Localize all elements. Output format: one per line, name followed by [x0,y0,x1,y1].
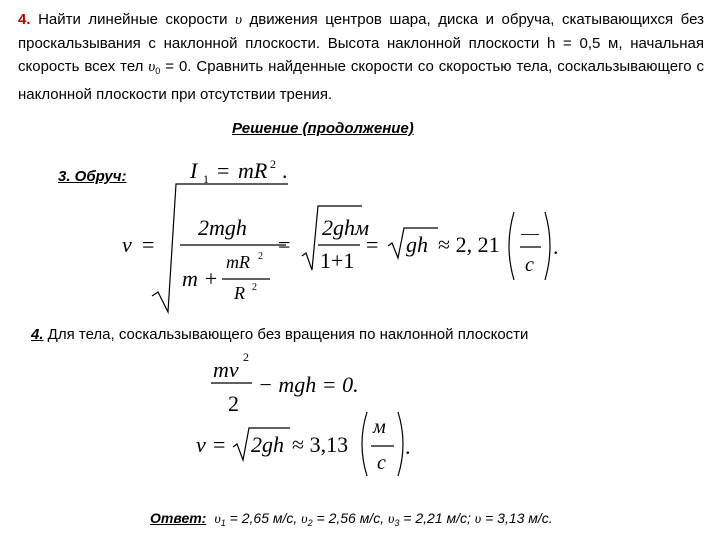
energy-denominator: 2 [228,391,239,416]
answer-v4-symbol: υ [474,512,482,527]
hoop-inner-mR: mR [226,252,250,272]
step4-text: Для тела, соскальзывающего без вращения по наклонной плоскости [43,326,529,343]
hoop-unit-right-paren [545,212,550,280]
slide-unit-left-paren [362,412,367,476]
hoop-second-radical [302,206,362,270]
hoop-gh: gh [406,232,428,257]
hoop-inner-R: R [234,283,245,303]
problem-number: 4. [18,11,31,28]
problem-text-3: = 0. Сравнить найденные скорости со скоростью тела, соскальзывающего с наклонной плоскости при отсутствии трения. [18,58,704,103]
hoop-third-radical [388,228,438,258]
step3-label: 3. Обруч: [58,168,127,185]
initial-velocity-symbol: υ [148,59,156,75]
answer-v3-sub: 3 [394,518,400,528]
inertia-equals: = [217,158,230,183]
inertia-subscript: 1 [203,172,209,186]
problem-text-1: Найти линейные скорости [38,11,236,28]
answer-v1-symbol: υ [214,512,221,527]
slide-radical [233,428,290,460]
initial-velocity-subscript: 0 [155,66,161,76]
slide-unit-denominator: c [377,452,386,474]
answer-v2-sub: 2 [307,518,313,528]
answer-v3-value: = 2,21 м/с; [399,510,475,526]
hoop-equals-2: = [278,232,291,257]
hoop-equals-3: = [366,232,379,257]
energy-rest: − mgh = 0. [258,372,359,397]
hoop-numerator-2ghm: 2ghм [322,215,370,240]
hoop-denominator-1plus1: 1+1 [320,248,355,273]
answer-v2-symbol: υ [301,512,308,527]
energy-square: 2 [243,350,249,364]
slide-unit-right-paren [398,412,403,476]
hoop-v: v [122,232,132,257]
solution-heading: Решение (продолжение) [232,120,414,137]
answer-label: Ответ: [150,510,207,526]
hoop-numerator-2mgh: 2mgh [198,215,247,240]
slide-dot: . [405,434,411,459]
hoop-approx-value: ≈ 2, 21 [438,232,500,257]
answer-v4-value: = 3,13 м/с. [481,510,553,526]
hoop-unit-left-paren [509,212,514,280]
energy-mv: mv [213,357,239,382]
inertia-mR: mR [238,158,268,183]
slide-root-2gh: 2gh [251,432,284,457]
slide-unit-numerator: м [373,416,386,438]
answer-v3-symbol: υ [387,512,395,527]
answer-v1-sub: 1 [220,518,226,528]
hoop-m-plus: m + [182,266,219,291]
hoop-unit-numerator: — [521,223,539,243]
step4-label: 4. [31,326,44,343]
hoop-inner-mR-square: 2 [258,251,263,262]
inertia-I: I [190,158,198,183]
hoop-inner-R-square: 2 [252,282,257,293]
hoop-equals-1: = [142,232,155,257]
slide-v: v [196,432,206,457]
answer-v2-value: = 2,56 м/с, [312,510,388,526]
hoop-big-radical [152,184,291,312]
hoop-unit-denominator: c [525,254,534,276]
inertia-square: 2 [270,157,276,171]
hoop-dot: . [553,234,559,259]
velocity-symbol: υ [235,12,242,28]
slide-approx-value: ≈ 3,13 [292,432,349,457]
problem-text-2: движения центров шара, диска и обруча, скатывающихся без проскальзывания с наклонной плоскости. Высота наклонной плоскости h = 0,5 м, начальная скорость всех тел [18,11,704,75]
slide-equals: = [213,432,226,457]
inertia-period: . [282,158,288,183]
answer-v1-value: = 2,65 м/с, [225,510,302,526]
